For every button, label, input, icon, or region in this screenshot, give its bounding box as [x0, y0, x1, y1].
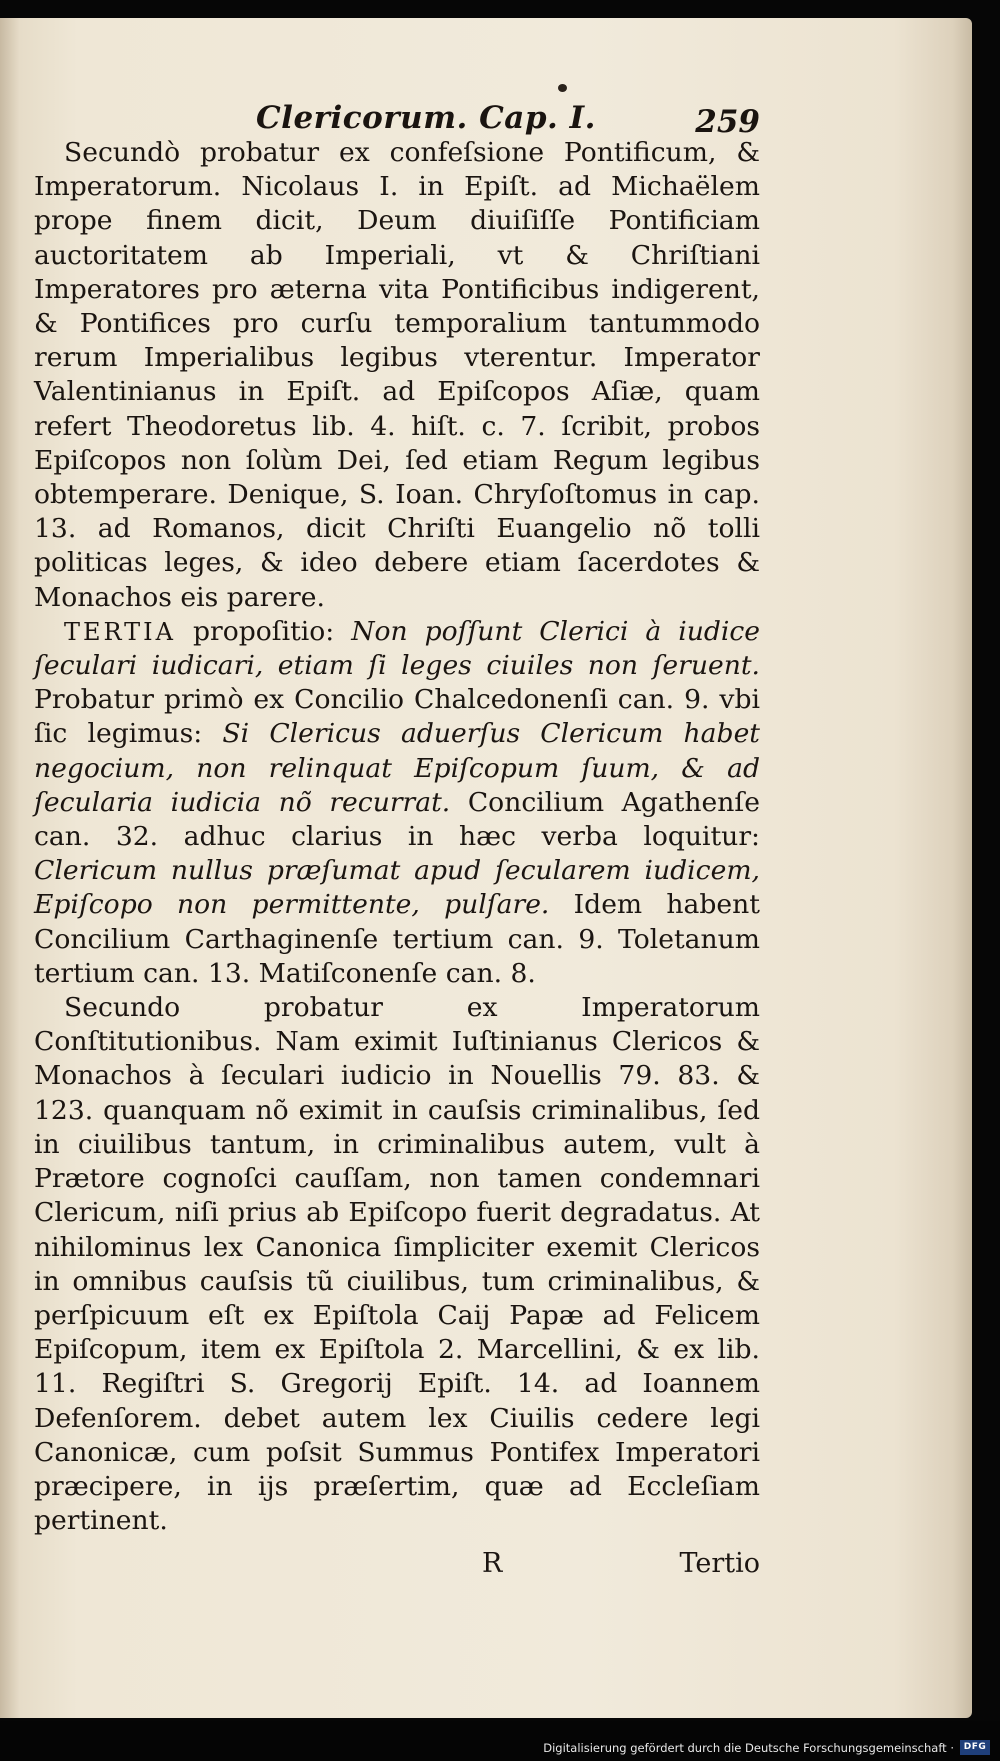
text-run: Concilium Agathenſe can. 32. adhuc clarius in hæc verba loquitur:	[34, 786, 761, 853]
paragraph	[34, 615, 760, 991]
paragraph-lead-word: TERTIA	[64, 617, 176, 646]
running-title: Clericorum. Cap. I.	[256, 100, 596, 136]
paragraph	[34, 136, 760, 615]
italic-quotation: Clericum nullus præſumat apud ſecularem iudicem, Epiſcopo non permittente, pulſare.	[34, 855, 760, 921]
text-run: Idem habent Concilium Carthaginenſe tertium can. 9. Toletanum tertium can. 13. Matiſconenſe can. 8.	[34, 889, 760, 989]
text-run: Probatur primò ex Concilio Chalcedonenſi can. 9. vbi ſic legimus:	[34, 684, 760, 750]
text-run: propoſitio:	[176, 615, 352, 647]
signature-mark: R	[482, 1548, 503, 1580]
book-page	[0, 18, 972, 1718]
running-head	[34, 80, 760, 140]
page-number: 259	[695, 104, 760, 140]
catchword: Tertio	[679, 1548, 760, 1580]
catch-line	[34, 1548, 760, 1592]
ink-dot-mark	[558, 84, 567, 92]
digitization-credit: Digitalisierung gefördert durch die Deutsche Forschungsgemeinschaft ·	[543, 1741, 954, 1755]
text-run: Secundò probatur ex confeſsione Pontificum, & Imperatorum. Nicolaus I. in Epiſt. ad Michaëlem prope finem dicit, Deum diuiſiſſe Pontificiam auctoritatem ab Imperiali, vt & Chriſtiani Imperatores pro æterna vita Pontificibus indigerent, & Pontifices pro curſu temporalium tantummodo rerum Imperialibus legibus vterentur. Imperator Valentinianus in Epiſt. ad Epiſcopos Aſiæ, quam refert Theodoretus lib. 4. hiſt. c. 7. ſcribit, probos Epiſcopos non ſolùm Dei, ſed etiam Regum legibus obtemperare. Denique, S. Ioan. Chryſoſtomus in cap. 13. ad Romanos, dicit Chriſti Euangelio nõ tolli politicas leges, & ideo debere etiam ſacerdotes & Monachos eis parere.	[34, 137, 760, 613]
paragraph	[34, 991, 760, 1538]
body-text	[34, 136, 760, 1538]
italic-quotation: Non poſſunt Clerici à iudice ſeculari iudicari, etiam ſi leges ciuiles non ſeruent.	[34, 615, 760, 682]
text-run: Secundo probatur ex Imperatorum Conſtitutionibus. Nam eximit Iuſtinianus Clericos & Monachos à ſeculari iudicio in Nouellis 79. 83. & 123. quanquam nõ eximit in cauſsis criminalibus, ſed in ciuilibus tantum, in criminalibus autem, vult à Prætore cognoſci cauſſam, non tamen condemnari Clericum, niſi prius ab Epiſcopo fuerit degradatus. At nihilominus lex Canonica ſimpliciter exemit Clericos in omnibus cauſsis tũ ciuilibus, tum criminalibus, & perſpicuum eſt ex Epiſtola Caij Papæ ad Felicem Epiſcopum, item ex Epiſtola 2. Marcellini, & ex lib. 11. Regiſtri S. Gregorij Epiſt. 14. ad Ioannem Defenſorem. debet autem lex Ciuilis cedere legi Canonicæ, cum poſsit Summus Pontifex Imperatori præcipere, in ijs præſertim, quæ ad Eccleſiam pertinent.	[34, 992, 760, 1537]
dfg-logo-icon: DFG	[960, 1740, 990, 1755]
digitization-footer	[0, 1721, 1000, 1761]
page-content	[34, 80, 760, 1592]
italic-quotation: Si Clericus aduerſus Clericum habet negocium, non relinquat Epiſcopum ſuum, & ad ſecularia iudicia nõ recurrat.	[34, 718, 760, 818]
